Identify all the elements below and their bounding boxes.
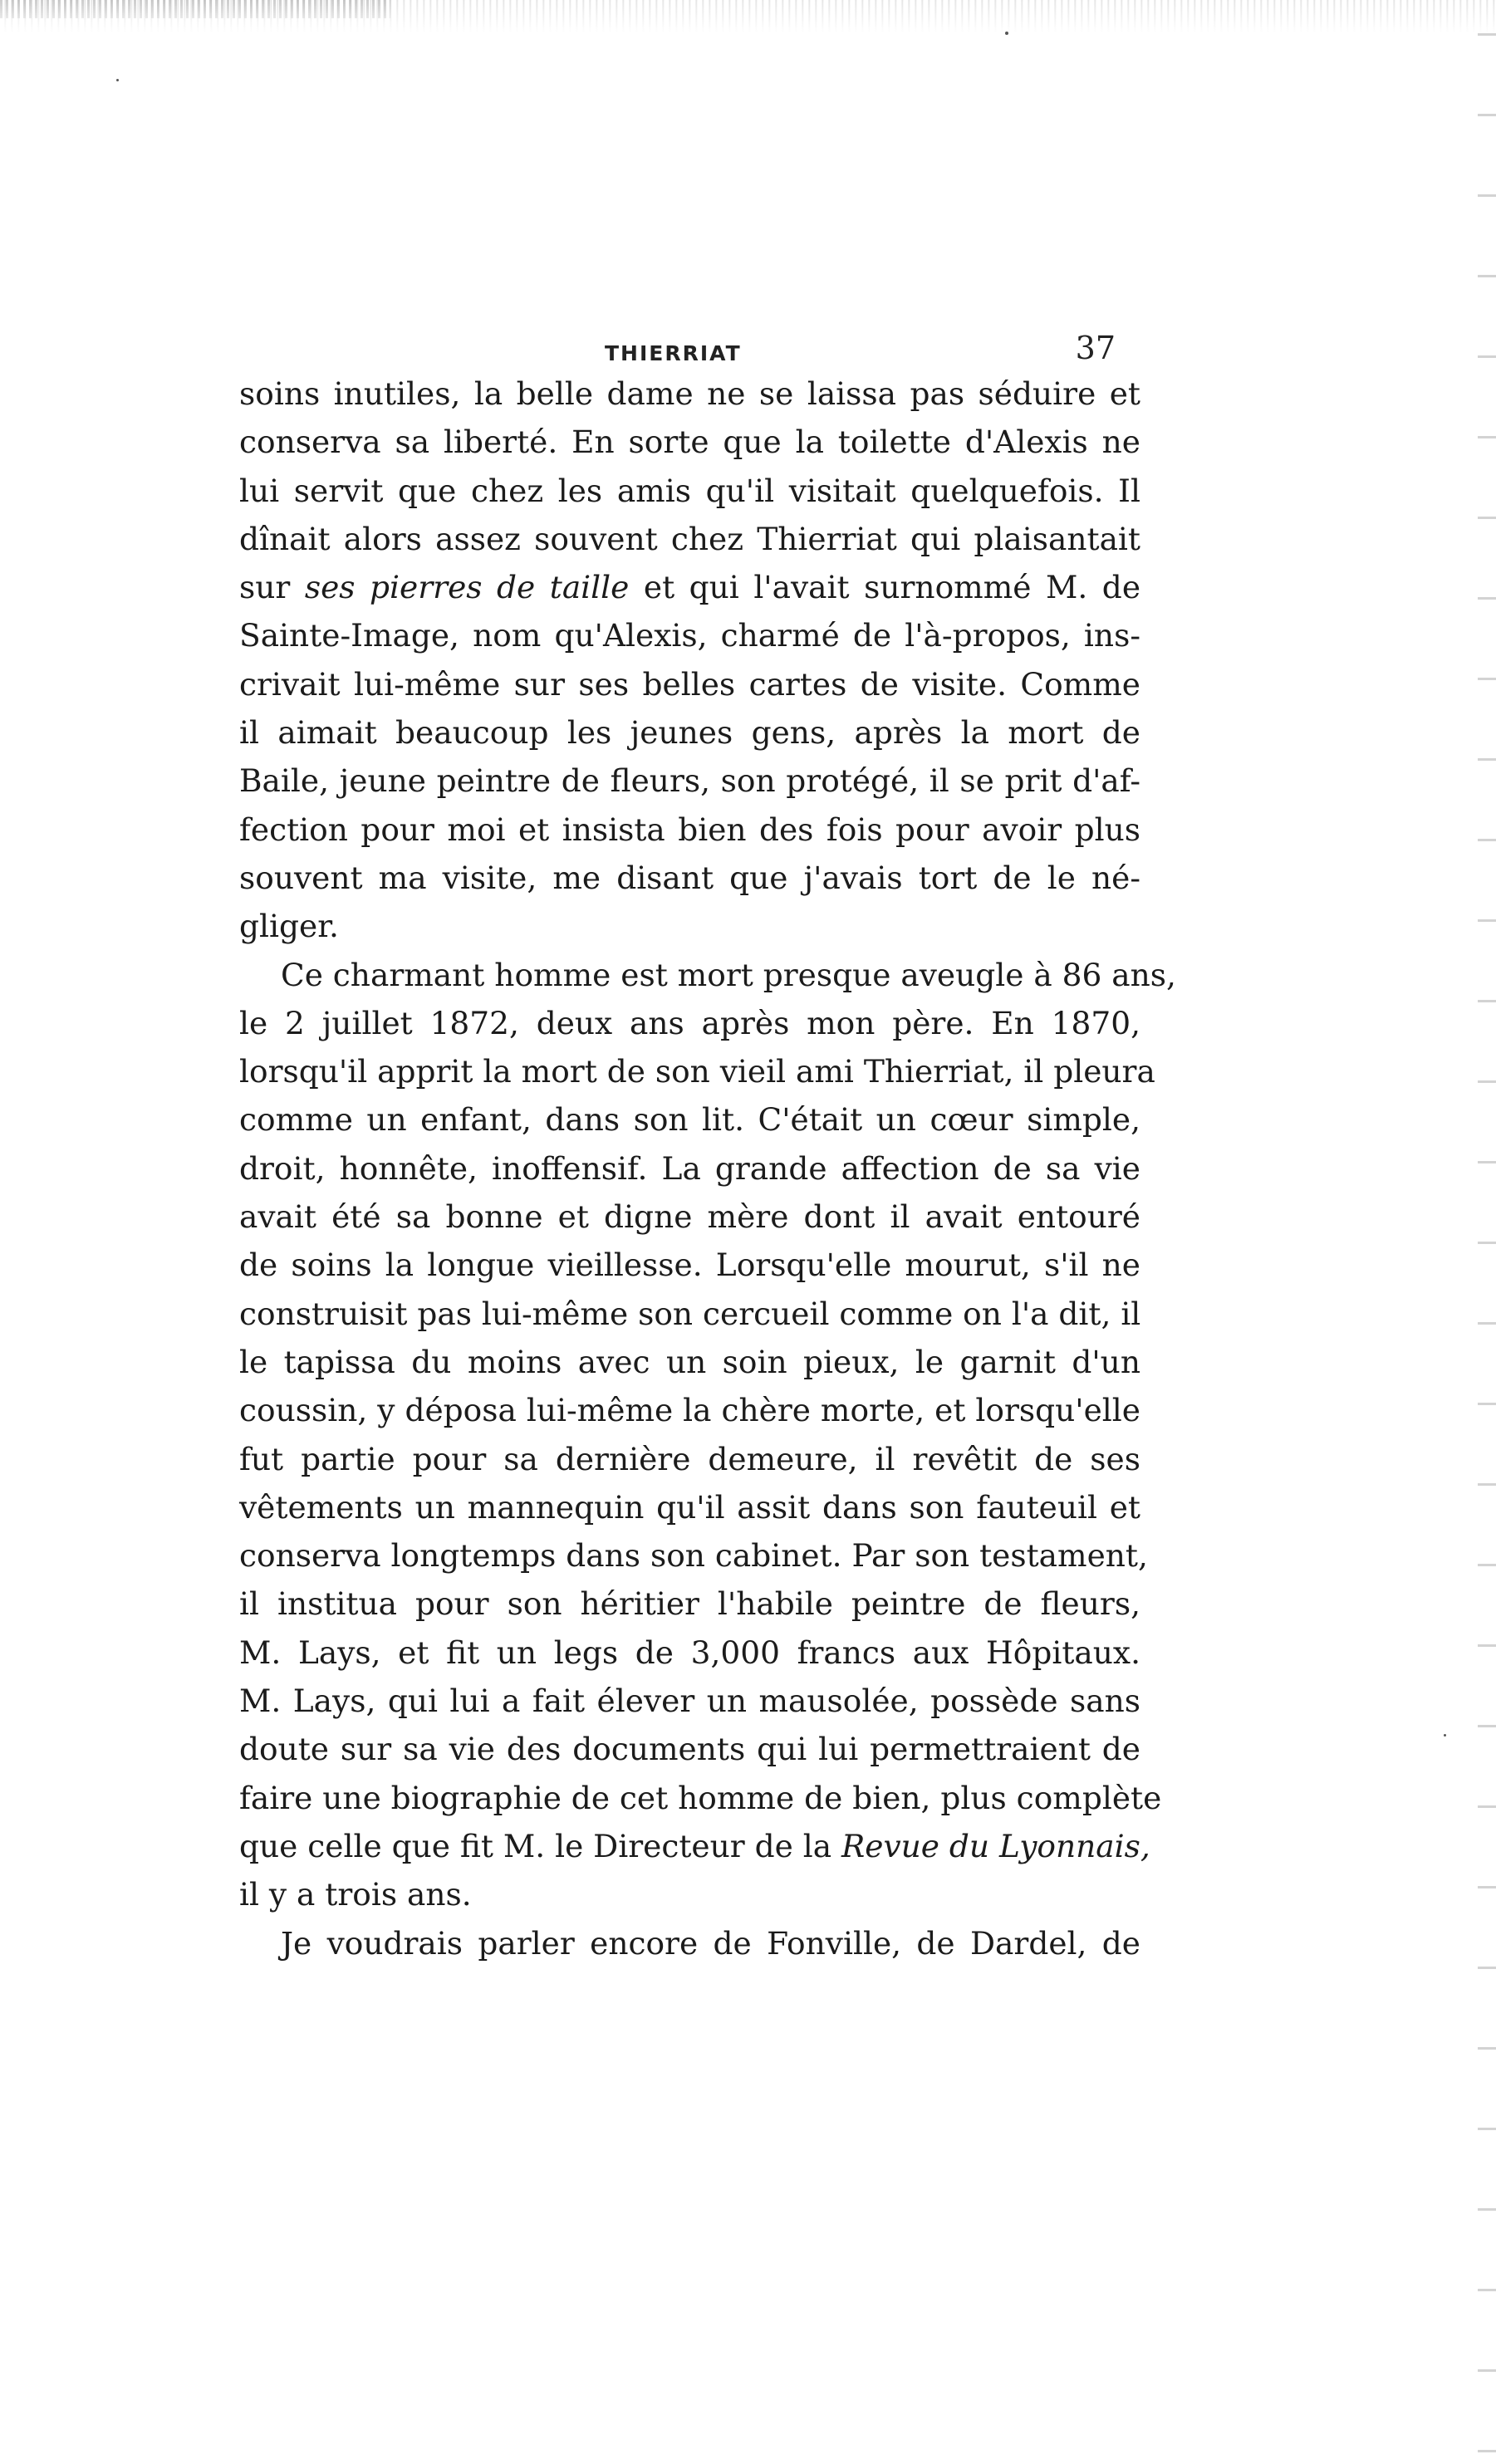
text-line: crivait lui-même sur ses belles cartes de visite. Comme: [239, 665, 1140, 703]
scan-speck: [1444, 1734, 1446, 1737]
text-line: Ce charmant homme est mort presque aveugle à 86 ans,: [281, 956, 1176, 993]
text-line: conserva sa liberté. En sorte que la toilette d'Alexis ne: [239, 424, 1140, 461]
text-line: avait été sa bonne et digne mère dont il avait entouré: [239, 1198, 1140, 1236]
scan-right-edge: [1478, 0, 1496, 2464]
body-text: [239, 370, 1176, 1967]
text-line: dînait alors assez souvent chez Thierriat qui plaisantait: [239, 520, 1140, 557]
text-line: doute sur sa vie des documents qui lui permettraient de: [239, 1731, 1140, 1768]
italic-title: Revue du Lyonnais,: [841, 1827, 1150, 1864]
text-line: droit, honnête, inoffensif. La grande affection de sa vie: [239, 1149, 1140, 1187]
text-line: il institua pour son héritier l'habile peintre de fleurs,: [239, 1585, 1140, 1623]
text-line: M. Lays, et fit un legs de 3,000 francs aux Hôpitaux.: [239, 1634, 1140, 1671]
text-line: vêtements un mannequin qu'il assit dans son fauteuil et: [239, 1488, 1140, 1526]
text-segment: que celle que fit M. le Directeur de la: [239, 1827, 832, 1864]
text-line: lui servit que chez les amis qu'il visitait quelquefois. Il: [239, 472, 1140, 509]
text-line: il y a trois ans.: [239, 1876, 472, 1913]
text-line: le tapissa du moins avec un soin pieux, le garnit d'un: [239, 1343, 1140, 1380]
text-line: Baile, jeune peintre de fleurs, son protégé, il se prit d'af-: [239, 762, 1140, 800]
text-line: fection pour moi et insista bien des fois pour avoir plus: [239, 811, 1140, 848]
running-header: [239, 328, 1140, 370]
text-line: il aimait beaucoup les jeunes gens, après la mort de: [239, 714, 1140, 752]
text-line: construisit pas lui-même son cercueil comme on l'a dit, il: [239, 1295, 1141, 1332]
text-line: [239, 1822, 1150, 1870]
text-line: gliger.: [239, 908, 339, 945]
book-page: [239, 328, 1176, 1967]
scan-speck: [116, 79, 119, 81]
page-number: 37: [1075, 330, 1116, 366]
scan-edge-noise: [0, 0, 1496, 33]
text-line: souvent ma visite, me disant que j'avais tort de le né-: [239, 859, 1140, 896]
text-line: M. Lays, qui lui a fait élever un mausolée, possède sans: [239, 1683, 1140, 1720]
text-line: soins inutiles, la belle dame ne se laissa pas séduire et: [239, 375, 1140, 412]
text-line: le 2 juillet 1872, deux ans après mon père. En 1870,: [239, 1004, 1140, 1041]
italic-phrase: ses pierres de taille: [304, 569, 630, 606]
scan-speck: [1005, 32, 1008, 35]
text-line: coussin, y déposa lui-même la chère morte, et lorsqu'elle: [239, 1392, 1140, 1429]
text-line: comme un enfant, dans son lit. C'était un cœur simple,: [239, 1101, 1140, 1139]
text-line: lorsqu'il apprit la mort de son vieil ami Thierriat, il pleura: [239, 1053, 1155, 1090]
text-segment: et qui l'avait surnommé M. de: [643, 569, 1141, 606]
text-line: Je voudrais parler encore de Fonville, de Dardel, de: [281, 1924, 1140, 1962]
running-title: THIERRIAT: [605, 341, 742, 365]
text-line: de soins la longue vieillesse. Lorsqu'elle mourut, s'il ne: [239, 1247, 1140, 1284]
text-line: [239, 563, 1140, 611]
text-line: conserva longtemps dans son cabinet. Par son testament,: [239, 1537, 1148, 1575]
text-line: fut partie pour sa dernière demeure, il revêtit de ses: [239, 1440, 1140, 1477]
text-line: faire une biographie de cet homme de bien, plus complète: [239, 1779, 1162, 1816]
text-line: Sainte-Image, nom qu'Alexis, charmé de l'à-propos, ins-: [239, 617, 1140, 654]
text-segment: sur: [239, 569, 291, 606]
